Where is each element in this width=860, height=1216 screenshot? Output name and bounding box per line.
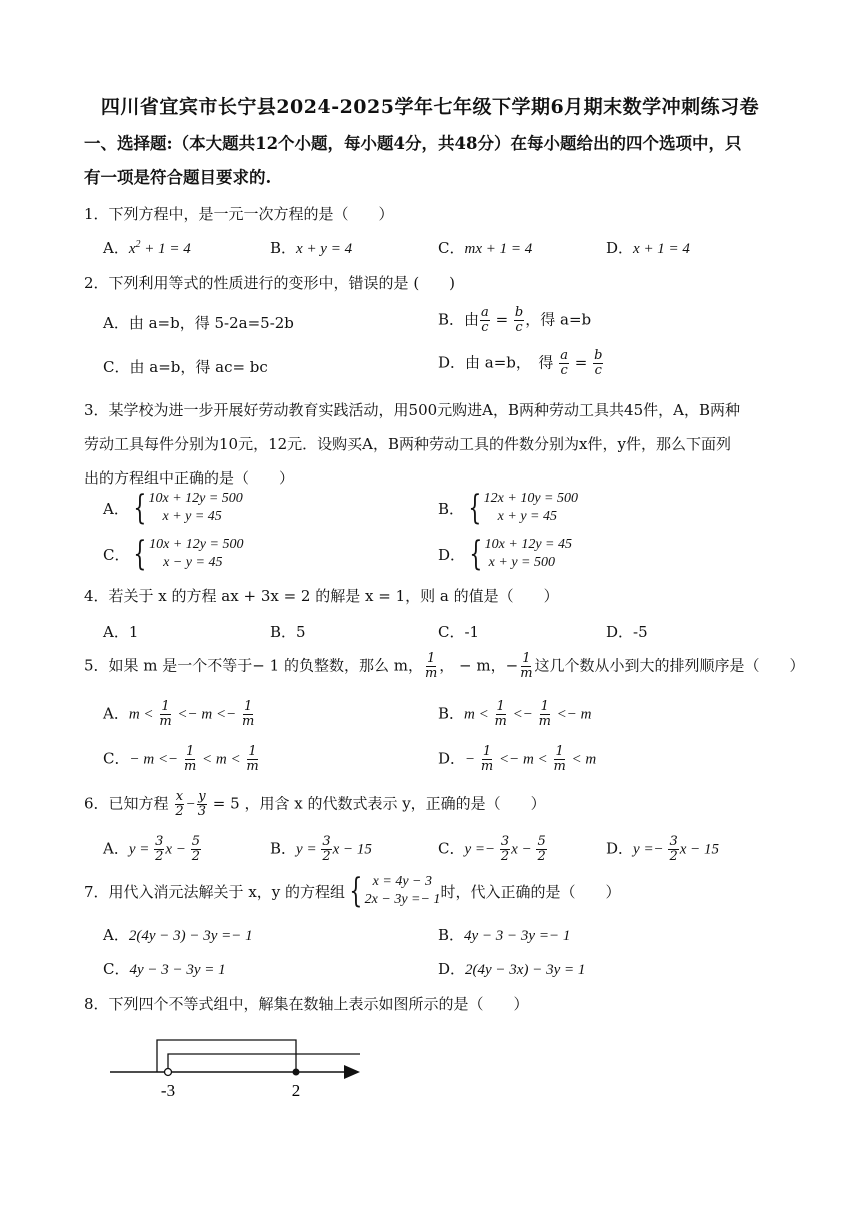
q5-option-c: C．− m <− $\frac{1}{m}$ < m < $\frac{1}{m}$ <box>103 744 259 774</box>
q3-option-d-label: D． <box>438 545 466 564</box>
range-line-less-equal-2 <box>157 1040 296 1072</box>
q6-stem-pre: 6．已知方程 <box>84 794 169 813</box>
q7-option-a-expr: 2(4y − 3) − 3y =− 1 <box>128 928 253 944</box>
section-line-1: 一、选择题:（本大题共12个小题，每小题4分，共48分）在每小题给出的四个选项中，只 <box>84 134 742 153</box>
question-1-stem: 1．下列方程中，是一元一次方程的是（ ） <box>84 205 394 223</box>
q3-line-2: 劳动工具每件分别为10元，12元．设购买A，B两种劳动工具的件数分别为x件，y件，那么下面列 <box>84 435 731 453</box>
q2-option-b: B．由 $\frac{a}{c}$ = $\frac{b}{c}$ ，得 a=b <box>438 305 592 335</box>
q3-d-eq2: x + y = 500 <box>488 555 555 570</box>
number-line-arrow <box>344 1065 360 1079</box>
q6-option-d-label: D． <box>606 839 634 858</box>
closed-point-2 <box>293 1069 300 1076</box>
q7-option-a <box>103 924 253 945</box>
q1-option-d-label: D． <box>606 239 634 257</box>
label-2: 2 <box>291 1081 301 1100</box>
section-line-2: 有一项是符合题目要求的. <box>84 168 272 187</box>
q2-b-frac-1: $\frac{a}{c}$ <box>481 305 489 335</box>
range-line-greater-than-minus-3 <box>168 1054 360 1072</box>
q3-a-eq1: 10x + 12y = 500 <box>148 491 243 506</box>
question-4-stem: 4．若关于 x 的方程 ax + 3x = 2 的解是 x = 1，则 a 的值是（ ） <box>84 587 559 605</box>
q5-frac-2: $\frac{1}{m}$ <box>520 651 533 681</box>
q3-option-d: D． { 10x + 12y = 45 x + y = 500 <box>438 534 572 574</box>
q5-frac-1: $\frac{1}{m}$ <box>424 651 438 681</box>
q5-option-c-label: C． <box>103 749 130 768</box>
q6-option-b: B．y = $\frac{3}{2}$ x − 15 <box>270 834 372 864</box>
label-minus-3: -3 <box>160 1081 176 1100</box>
q3-option-c: C． { 10x + 12y = 500 x − y = 45 <box>103 534 244 574</box>
q2-d-frac-1: $\frac{a}{c}$ <box>560 348 568 378</box>
q3-a-eq2: x + y = 45 <box>162 509 222 524</box>
q1-option-d <box>606 237 690 258</box>
q5-stem-pre: 5．如果 m 是一个不等于− 1 的负整数，那么 m， <box>84 656 423 675</box>
q7-option-c-expr: 4y − 3 − 3y = 1 <box>129 962 226 978</box>
open-point-minus-3 <box>165 1069 172 1076</box>
q3-c-eq1: 10x + 12y = 500 <box>149 537 244 552</box>
q6-option-a-label: A． <box>103 839 129 858</box>
q3-option-b-label: B． <box>438 499 465 518</box>
q3-b-eq1: 12x + 10y = 500 <box>483 491 578 506</box>
q7-option-d <box>438 958 585 979</box>
q5-option-a-label: A． <box>103 704 129 723</box>
q2-b-frac-2: $\frac{b}{c}$ <box>514 305 524 335</box>
q2-option-d-label: D．由 a=b， 得 <box>438 353 554 372</box>
question-5-stem <box>84 652 805 681</box>
q7-sys-eq2: 2x − 3y =− 1 <box>364 892 441 907</box>
q5-stem-mid: ， − m，− <box>439 656 519 675</box>
question-2-stem: 2．下列利用等式的性质进行的变形中，错误的是 ( ) <box>84 274 456 292</box>
q7-sys-eq1: x = 4y − 3 <box>372 874 432 889</box>
page-title: 四川省宜宾市长宁县2024-2025学年七年级下学期6月期末数学冲刺练习卷 <box>100 96 760 118</box>
question-7-stem: 7．用代入消元法解关于 x，y 的方程组 { x = 4y − 3 2x − 3y =− 1 时，代入正确的是（ ） <box>84 871 621 911</box>
q2-option-d: D．由 a=b， 得 $\frac{a}{c}$ = $\frac{b}{c}$ <box>438 348 603 378</box>
q5-option-b-label: B． <box>438 704 465 723</box>
q5-option-a: A．m < $\frac{1}{m}$ <− m <− $\frac{1}{m}$ <box>103 699 255 729</box>
q4-option-c: C．-1 <box>438 623 480 641</box>
q6-option-c: C．y =− $\frac{3}{2}$ x − $\frac{5}{2}$ <box>438 834 546 864</box>
q2-d-frac-2: $\frac{b}{c}$ <box>594 348 603 378</box>
q7-option-c-label: C． <box>103 960 130 978</box>
question-6-stem: 6．已知方程 $\frac{x}{2}$ − $\frac{y}{3}$ = 5 ，用含 x 的代数式表示 y，正确的是（ ） <box>84 789 546 819</box>
q3-option-c-label: C． <box>103 545 130 564</box>
q6-option-d: D．y =− $\frac{3}{2}$ x − 15 <box>606 834 719 864</box>
q1-option-c-label: C． <box>438 239 465 257</box>
q6-option-b-label: B． <box>270 839 297 858</box>
q3-option-a: A． { 10x + 12y = 500 x + y = 45 <box>103 488 243 528</box>
q6-stem-post: = 5 ，用含 x 的代数式表示 y，正确的是（ ） <box>212 794 546 813</box>
q7-option-b-label: B． <box>438 926 465 944</box>
question-3-stem <box>84 393 784 495</box>
q7-option-c <box>103 958 226 979</box>
q3-line-1: 3．某学校为进一步开展好劳动教育实践活动，用500元购进A，B两种劳动工具共45件，A，B两种 <box>84 401 740 419</box>
q6-option-c-label: C． <box>438 839 465 858</box>
q1-option-a-exp: 2 <box>135 239 141 250</box>
q1-option-a-label: A． <box>103 239 129 257</box>
q1-option-a-rest: + 1 = 4 <box>140 241 191 257</box>
q3-option-b: B． { 12x + 10y = 500 x + y = 45 <box>438 488 578 528</box>
q7-option-d-label: D． <box>438 960 466 978</box>
section-heading <box>84 127 784 195</box>
q1-option-c <box>438 237 532 258</box>
q1-option-a <box>103 237 191 258</box>
q7-option-b-expr: 4y − 3 − 3y =− 1 <box>464 928 571 944</box>
q2-option-c: C．由 a=b，得 ac= bc <box>103 358 268 376</box>
q3-c-eq2: x − y = 45 <box>163 555 223 570</box>
q2-option-b-label: B．由 <box>438 310 480 329</box>
q2-option-a: A．由 a=b，得 5-2a=5-2b <box>103 314 294 332</box>
q1-option-b <box>270 237 352 258</box>
q3-option-a-label: A． <box>103 499 129 518</box>
q3-d-eq1: 10x + 12y = 45 <box>484 537 572 552</box>
q4-option-d: D．-5 <box>606 623 648 641</box>
q1-option-b-expr: x + y = 4 <box>296 241 353 257</box>
q7-option-b <box>438 924 570 945</box>
q5-stem-post: 这几个数从小到大的排列顺序是（ ） <box>534 656 805 675</box>
q7-option-d-expr: 2(4y − 3x) − 3y = 1 <box>465 962 586 978</box>
q1-option-d-expr: x + 1 = 4 <box>633 241 690 257</box>
q1-option-a-x: x <box>128 241 136 257</box>
q7-option-a-label: A． <box>103 926 129 944</box>
q6-option-a: A．y = $\frac{3}{2}$ x − $\frac{5}{2}$ <box>103 834 200 864</box>
q4-option-b: B．5 <box>270 623 306 641</box>
q2-option-b-tail: ，得 a=b <box>525 310 592 329</box>
q3-line-3: 出的方程组中正确的是（ ） <box>84 469 295 487</box>
question-8-stem: 8．下列四个不等式组中，解集在数轴上表示如图所示的是（ ） <box>84 995 529 1013</box>
q5-option-b: B．m < $\frac{1}{m}$ <− $\frac{1}{m}$ <− m <box>438 699 592 729</box>
number-line-figure <box>100 1030 380 1100</box>
q1-option-b-label: B． <box>270 239 297 257</box>
q4-option-a: A．1 <box>103 623 139 641</box>
q7-stem-pre: 7．用代入消元法解关于 x，y 的方程组 <box>84 882 346 901</box>
q5-option-d: D．− $\frac{1}{m}$ <− m < $\frac{1}{m}$ < m <box>438 744 597 774</box>
q7-stem-post: 时，代入正确的是（ ） <box>440 882 621 901</box>
q1-option-c-expr: mx + 1 = 4 <box>464 241 533 257</box>
q3-b-eq2: x + y = 45 <box>497 509 557 524</box>
q5-option-d-label: D． <box>438 749 466 768</box>
